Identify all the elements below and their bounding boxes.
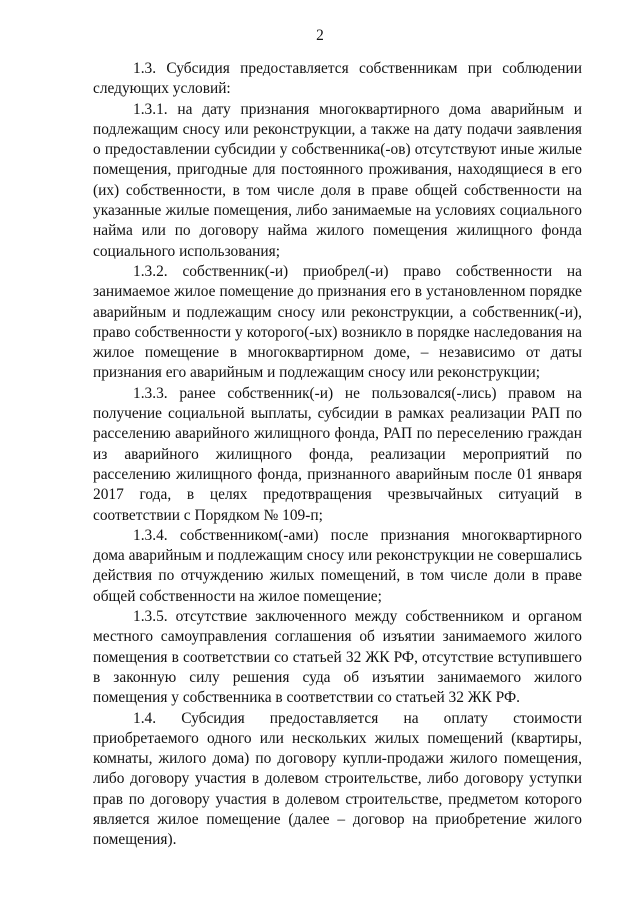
paragraph-1-3-1: 1.3.1. на дату признания многоквартирного дома аварийным и подлежащим сносу или реконструкции, а также на дату подачи заявления о предоставлении субсидии у собственника(-ов) отсутствуют иные жилые помещения, пригодные для постоянного проживания, находящиеся в его (их) собственности, в том числе доля в праве общей собственности на указанные жилые помещения, либо занимаемые на условиях социального найма или по договору найма жилого помещения жилищного фонда социального использования;: [93, 100, 582, 260]
paragraph-1-3-3: 1.3.3. ранее собственник(-и) не пользовался(-лись) правом на получение социальной выплаты, субсидии в рамках реализации РАП по расселению аварийного жилищного фонда, РАП по переселению граждан из аварийного жилищного фонда, реализации мероприятий по расселению жилищного фонда, признанного аварийным после 01 января 2017 года, в целях предотвращения чрезвычайных ситуаций в соответствии с Порядком № 109-п;: [93, 384, 582, 524]
paragraph-1-3-2: 1.3.2. собственник(-и) приобрел(-и) право собственности на занимаемое жилое помещение до признания его в установленном порядке аварийным и подлежащим сносу или реконструкции, а собственник(-и), право собственности у которого(-ых) возникло в порядке наследования на жилое помещение в многоквартирном доме, – независимо от даты признания его аварийным и подлежащим сносу или реконструкции;: [93, 262, 582, 382]
paragraph-1-3: 1.3. Субсидия предоставляется собственникам при соблюдении следующих условий:: [93, 60, 582, 98]
paragraph-1-3-4: 1.3.4. собственником(-ами) после признания многоквартирного дома аварийным и подлежащим сносу или реконструкции не совершались действия по отчуждению жилых помещений, в том числе доли в праве общей собственности на жилое помещение;: [93, 526, 582, 605]
paragraph-1-4: 1.4. Субсидия предоставляется на оплату стоимости приобретаемого одного или нескольких жилых помещений (квартиры, комнаты, жилого дома) по договору купли-продажи жилого помещения, либо договору участия в долевом строительстве, либо договору уступки прав по договору участия в долевом строительстве, предметом которого является жилое помещение (далее – договор на приобретение жилого помещения).: [93, 709, 582, 849]
document-body: [93, 59, 582, 851]
paragraph-1-3-5: 1.3.5. отсутствие заключенного между собственником и органом местного самоуправления соглашения об изъятии занимаемого жилого помещения в соответствии со статьей 32 ЖК РФ, отсутствие вступившего в законную силу решения суда об изъятии занимаемого жилого помещения у собственника в соответствии со статьей 32 ЖК РФ.: [93, 608, 582, 707]
page-number: 2: [316, 27, 324, 44]
